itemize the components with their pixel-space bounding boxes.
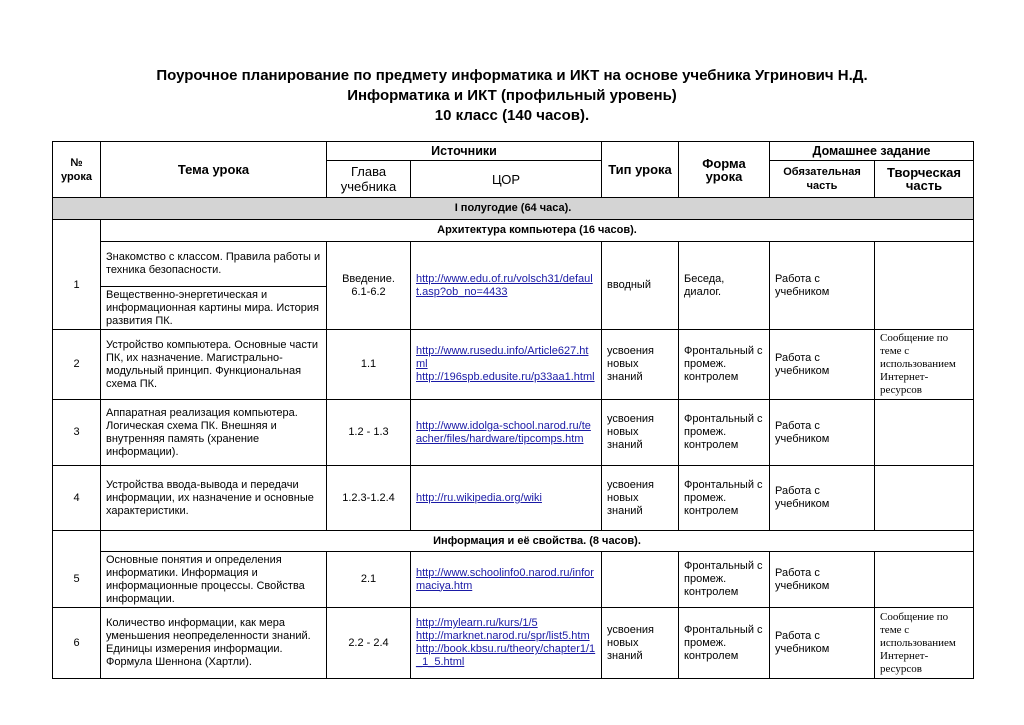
resource-link[interactable]: http://marknet.narod.ru/spr/list5.htm (416, 630, 590, 642)
lesson-type: вводный (602, 242, 679, 330)
table-row (53, 242, 974, 287)
lesson-form: Фронтальный с промеж. контролем (679, 466, 770, 531)
half-year-row (53, 198, 974, 220)
homework-creative (875, 242, 974, 330)
lesson-topic: Вещественно-энергетическая и информационная картины мира. История развития ПК. (101, 287, 327, 330)
resource-link[interactable]: http://196spb.edusite.ru/p33aa1.html (416, 371, 595, 383)
table-row (53, 552, 974, 608)
homework-mandatory: Работа с учебником (770, 608, 875, 679)
homework-mandatory: Работа с учебником (770, 330, 875, 400)
table-row (53, 608, 974, 679)
resource-link[interactable]: http://www.idolga-school.narod.ru/teacher/files/hardware/tipcomps.htm (416, 419, 591, 445)
lesson-number: 6 (53, 608, 101, 679)
lesson-plan-table (52, 141, 974, 679)
col-header-sources: Источники (327, 142, 602, 161)
lesson-form: Беседа, диалог. (679, 242, 770, 330)
table-row (53, 466, 974, 531)
header-row (53, 142, 974, 161)
col-header-type: Тип урока (602, 142, 679, 198)
lesson-form: Фронтальный с промеж. контролем (679, 330, 770, 400)
col-header-homework: Домашнее задание (770, 142, 974, 161)
lesson-chapter: 1.1 (327, 330, 411, 400)
lesson-type: усвоения новых знаний (602, 466, 679, 531)
table-row (53, 330, 974, 400)
col-header-num: № урока (53, 142, 101, 198)
lesson-topic: Основные понятия и определения информатики. Информация и информационные процессы. Свойства информации. (101, 552, 327, 608)
homework-mandatory: Работа с учебником (770, 400, 875, 466)
lesson-chapter: Введение. 6.1-6.2 (327, 242, 411, 330)
col-header-creative: Творческая часть (875, 161, 974, 198)
section-row (53, 531, 974, 552)
col-header-form: Форма урока (679, 142, 770, 198)
half-year-label: I полугодие (64 часа). (53, 198, 974, 220)
document-grade: 10 класс (140 часов). (434, 107, 590, 124)
lesson-chapter: 1.2.3-1.2.4 (327, 466, 411, 531)
lesson-links (411, 400, 602, 466)
lesson-chapter: 2.2 - 2.4 (327, 608, 411, 679)
lesson-type (602, 552, 679, 608)
lesson-chapter: 1.2 - 1.3 (327, 400, 411, 466)
homework-mandatory: Работа с учебником (770, 466, 875, 531)
homework-creative: Сообщение по теме с использованием Интернет-ресурсов (875, 608, 974, 679)
col-header-cor: ЦОР (411, 161, 602, 198)
lesson-links (411, 608, 602, 679)
lesson-topic: Знакомство с классом. Правила работы и техника безопасности. (101, 242, 327, 287)
document-title: Поурочное планирование по предмету информатика и ИКТ на основе учебника Угринович Н.Д. (156, 67, 868, 84)
lesson-number: 5 (53, 552, 101, 608)
homework-creative: Сообщение по теме с использованием Интернет-ресурсов (875, 330, 974, 400)
resource-link[interactable]: http://ru.wikipedia.org/wiki (416, 491, 542, 504)
lesson-topic: Количество информации, как мера уменьшения неопределенности знаний. Единицы измерения информации. Формула Шеннона (Хартли). (101, 608, 327, 679)
homework-creative (875, 552, 974, 608)
homework-creative (875, 466, 974, 531)
lesson-type: усвоения новых знаний (602, 608, 679, 679)
col-header-mandatory: Обязательная часть (770, 161, 875, 198)
lesson-form: Фронтальный с промеж. контролем (679, 552, 770, 608)
col-header-topic: Тема урока (101, 142, 327, 198)
lesson-links (411, 466, 602, 531)
document-subtitle: Информатика и ИКТ (профильный уровень) (347, 87, 677, 104)
lesson-form: Фронтальный с промеж. контролем (679, 400, 770, 466)
lesson-links (411, 242, 602, 330)
resource-link[interactable]: http://www.schoolinfo0.narod.ru/informaciya.htm (416, 566, 594, 592)
lesson-chapter: 2.1 (327, 552, 411, 608)
homework-creative (875, 400, 974, 466)
lesson-number: 4 (53, 466, 101, 531)
section-architecture: Архитектура компьютера (16 часов). (101, 220, 974, 242)
lesson-type: усвоения новых знаний (602, 400, 679, 466)
section-information: Информация и её свойства. (8 часов). (101, 531, 974, 552)
lesson-topic: Аппаратная реализация компьютера. Логическая схема ПК. Внешняя и внутренняя память (хранение информации). (101, 400, 327, 466)
resource-link[interactable]: http://www.edu.of.ru/volsch31/default.asp?ob_no=4433 (416, 272, 593, 298)
section-row (53, 220, 974, 242)
homework-mandatory: Работа с учебником (770, 552, 875, 608)
lesson-topic: Устройства ввода-вывода и передачи информации, их назначение и основные характеристики. (101, 466, 327, 531)
homework-mandatory: Работа с учебником (770, 242, 875, 330)
table-row (53, 400, 974, 466)
lesson-topic: Устройство компьютера. Основные части ПК, их назначение. Магистрально-модульный принцип. Функциональная схема ПК. (101, 330, 327, 400)
resource-link[interactable]: http://book.kbsu.ru/theory/chapter1/1_1_5.html (416, 643, 596, 668)
lesson-links (411, 330, 602, 400)
resource-link[interactable]: http://mylearn.ru/kurs/1/5 (416, 617, 538, 629)
lesson-number: 2 (53, 330, 101, 400)
lesson-links (411, 552, 602, 608)
lesson-type: усвоения новых знаний (602, 330, 679, 400)
col-header-chapter: Глава учебника (327, 161, 411, 198)
lesson-number: 1 (53, 242, 101, 330)
lesson-number: 3 (53, 400, 101, 466)
resource-link[interactable]: http://www.rusedu.info/Article627.html (416, 345, 589, 370)
lesson-form: Фронтальный с промеж. контролем (679, 608, 770, 679)
